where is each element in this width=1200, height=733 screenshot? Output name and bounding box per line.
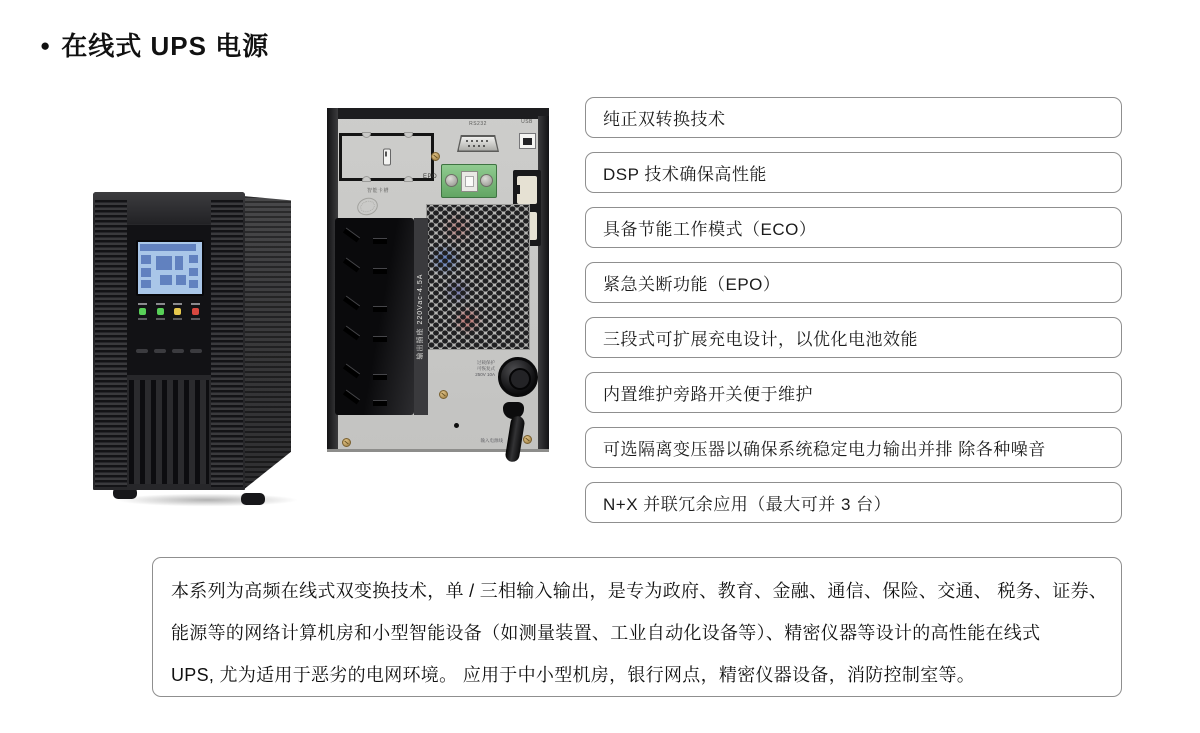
- vent-grille: [129, 380, 209, 484]
- description-line: 能源等的网络计算机房和小型智能设备（如测量装置、工业自动化设备等）、精密仪器等设计的高性能在线式: [171, 623, 1041, 643]
- rs232-label: RS232: [469, 121, 487, 127]
- feature-list: [585, 97, 1122, 537]
- ups-front-image: [93, 192, 298, 514]
- notch: [404, 176, 413, 182]
- tower-foot: [241, 493, 265, 505]
- cord-label: 输入电源线: [480, 438, 503, 443]
- circuit-breaker: [498, 357, 538, 397]
- feature-item: [585, 207, 1122, 248]
- usb-label: USB: [521, 119, 533, 125]
- rear-right-edge: [538, 116, 549, 452]
- feature-label: 内置维护旁路开关便于维护: [603, 385, 813, 404]
- description-line: UPS, 尤为适用于恶劣的电网环境。 应用于中小型机房，银行网点，精密仪器设备，消防控制室等。: [171, 665, 976, 685]
- feature-label: DSP 技术确保高性能: [603, 165, 767, 184]
- knockout-slot: [383, 149, 391, 166]
- rear-top-edge: [327, 108, 549, 119]
- smart-slot-knockout: [339, 133, 434, 181]
- terminal-screw: [480, 174, 493, 187]
- description-line: 本系列为高频在线式双变换技术，单 / 三相输入输出，是专为政府、教育、金融、通信、保险、交通、 税务、证券、: [171, 581, 1108, 601]
- led-indicators: [131, 303, 207, 329]
- feature-item: [585, 97, 1122, 138]
- screw-icon: [523, 435, 532, 444]
- feature-label: 纯正双转换技术: [603, 110, 726, 129]
- feature-item: [585, 482, 1122, 523]
- bullet-icon: ●: [40, 36, 51, 55]
- feature-item: [585, 317, 1122, 358]
- feature-label: 可选隔离变压器以确保系统稳定电力输出并排 除各种噪音: [603, 440, 1046, 459]
- outlet-block: [335, 218, 414, 415]
- panel-hole: [454, 423, 459, 428]
- page-title-text: 在线式 UPS 电源: [61, 31, 270, 61]
- tower-front-face: [93, 192, 245, 490]
- page-title: [40, 26, 269, 63]
- panel-buttons: [131, 341, 207, 361]
- feature-label: N+X 并联冗余应用（最大可并 3 台）: [603, 495, 892, 514]
- screw-icon: [342, 438, 351, 447]
- notch: [362, 176, 371, 182]
- honeycomb-vent: [426, 204, 530, 350]
- slot-label: 智能卡槽: [367, 188, 390, 194]
- feature-item: [585, 427, 1122, 468]
- usb-port: [519, 133, 536, 149]
- feature-label: 紧急关断功能（EPO）: [603, 275, 781, 294]
- notch: [404, 132, 413, 138]
- notch: [362, 132, 371, 138]
- lcd-screen: [136, 240, 204, 296]
- screw-icon: [431, 152, 440, 161]
- vent-rib-right: [211, 200, 243, 487]
- vent-rib-left: [95, 200, 127, 487]
- ups-rear-image: [327, 108, 549, 460]
- control-panel: [127, 225, 211, 375]
- feature-item: [585, 262, 1122, 303]
- terminal-plug: [461, 171, 478, 192]
- terminal-screw: [445, 174, 458, 187]
- feature-item: [585, 152, 1122, 193]
- screw-icon: [439, 390, 448, 399]
- feature-label: 三段式可扩展充电设计，以优化电池效能: [603, 330, 918, 349]
- tower-side-panel: [243, 196, 291, 490]
- db9-serial-port: [457, 135, 499, 152]
- description-box: [152, 557, 1122, 697]
- breaker-label: 过载保护 可恢复式 250V 10A: [475, 360, 495, 377]
- epo-terminal: [441, 164, 497, 198]
- epo-label: EPO: [423, 174, 438, 180]
- feature-item: [585, 372, 1122, 413]
- outlet-strip-label: 输出插座 220Vac-4.5A: [417, 273, 424, 360]
- feature-label: 具备节能工作模式（ECO）: [603, 220, 817, 239]
